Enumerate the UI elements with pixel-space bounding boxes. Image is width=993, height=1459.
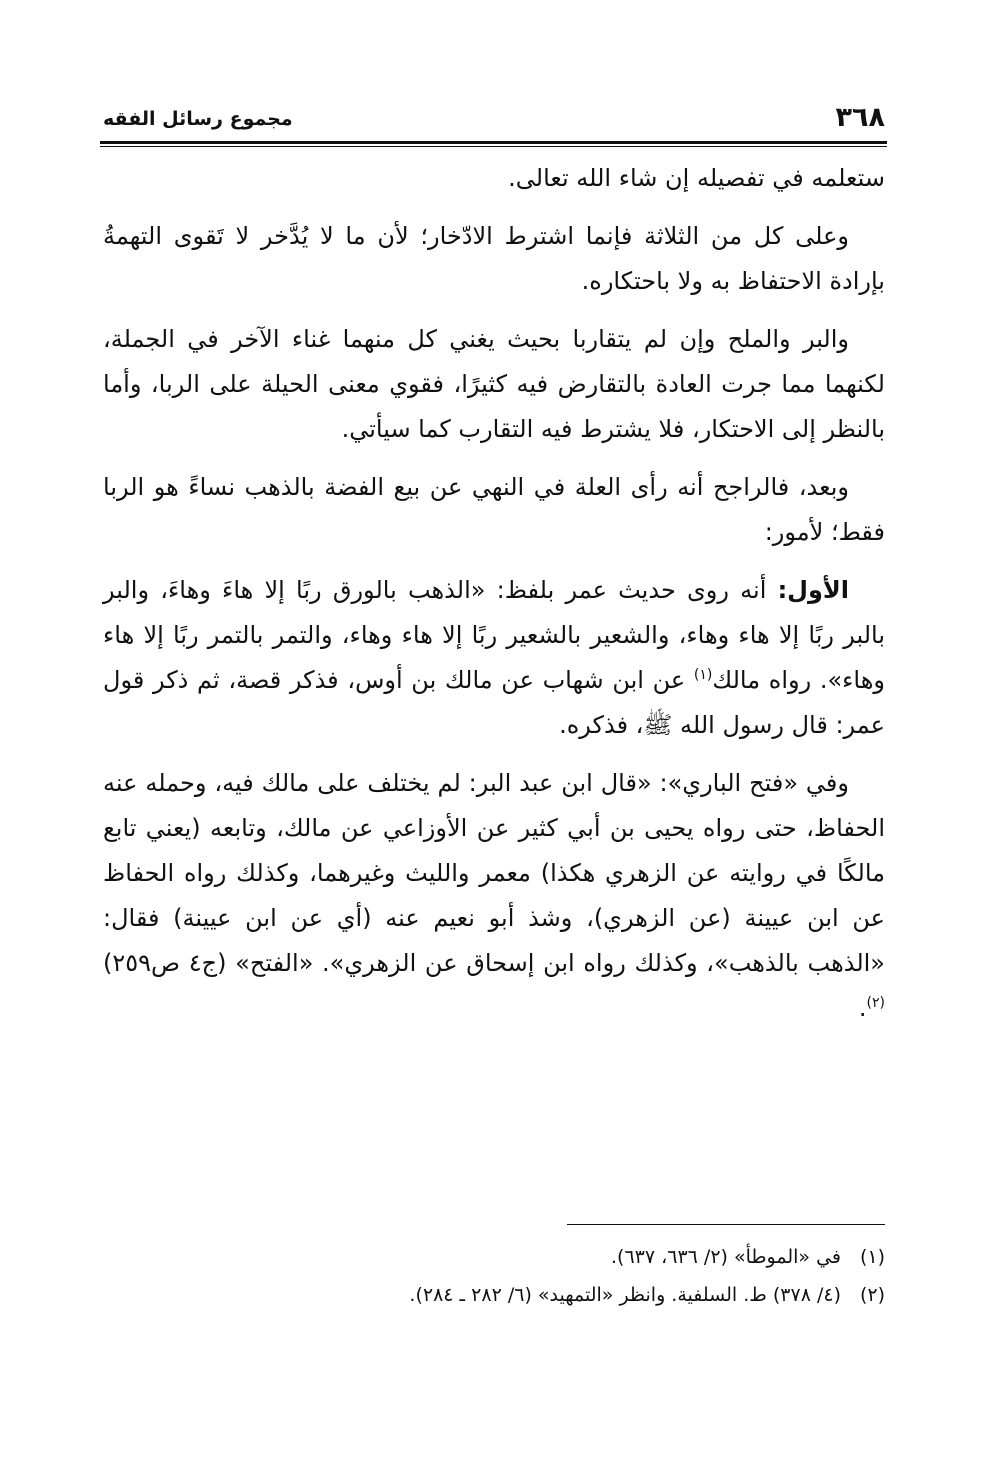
footnote-rule <box>567 1224 885 1225</box>
footnote-2-text: (٤/ ٣٧٨) ط. السلفية. وانظر «التمهيد» (٦/ ٢٨٢ ـ ٢٨٤). <box>409 1284 841 1306</box>
page-number: ٣٦٨ <box>835 102 885 133</box>
paragraph-1: ستعلمه في تفصيله إن شاء الله تعالى. <box>508 164 885 192</box>
paragraph-5-lead: الأول: <box>777 576 849 604</box>
footnote-2 <box>103 1276 885 1314</box>
paragraph-5-text-end: عن ابن شهاب عن مالك بن أوس، فذكر قصة، ثم ذكر قول عمر: قال رسول الله ﷺ، فذكره. <box>103 666 885 739</box>
footnote-ref-2: (٢) <box>866 995 885 1011</box>
footnote-1 <box>103 1238 885 1276</box>
footnotes <box>103 1238 885 1314</box>
body-text <box>103 156 885 1044</box>
running-title: مجموع رسائل الفقه <box>103 108 293 130</box>
page-header <box>103 100 885 136</box>
header-rule <box>100 141 887 147</box>
paragraph-5-text: أنه روى حديث عمر بلفظ: «الذهب بالورق ربًا إلا هاءَ وهاءَ، والبر بالبر ربًا إلا هاء وهاء، والشعير بالشعير ربًا إلا هاء وهاء، والتمر بالتمر ربًا إلا هاء وهاء». رواه مالك <box>103 576 885 694</box>
footnote-ref-1: (١) <box>693 667 713 683</box>
paragraph-6-text: وفي «فتح الباري»: «قال ابن عبد البر: لم يختلف على مالك فيه، وحمله عنه الحفاظ، حتى رواه يحيى بن أبي كثير عن الأوزاعي عن مالك، وتابعه (يعني تابع مالكًا في روايته عن الزهري هكذا) معمر والليث وغيرهما، وكذلك رواه الحفاظ عن ابن عيينة (عن الزهري)، وشذ أبو نعيم عنه (أي عن ابن عيينة) فقال: «الذهب بالذهب»، وكذلك رواه ابن إسحاق عن الزهري». «الفتح» (ج٤ ص٢٥٩) <box>103 769 885 977</box>
paragraph-6 <box>103 761 885 1031</box>
paragraph-4: وبعد، فالراجح أنه رأى العلة في النهي عن بيع الفضة بالذهب نساءً هو الربا فقط؛ لأمور: <box>103 473 885 546</box>
footnote-1-number: (١) <box>859 1246 885 1268</box>
paragraph-5 <box>103 568 885 748</box>
footnote-1-text: في «الموطأ» (٢/ ٦٣٦، ٦٣٧). <box>611 1246 841 1268</box>
paragraph-6-end: . <box>858 994 867 1022</box>
paragraph-3: والبر والملح وإن لم يتقاربا بحيث يغني كل منهما غناء الآخر في الجملة، لكنهما مما جرت العادة بالتقارض فيه كثيرًا، فقوي معنى الحيلة على الربا، وأما بالنظر إلى الاحتكار، فلا يشترط فيه التقارب كما سيأتي. <box>103 325 885 443</box>
footnote-2-number: (٢) <box>859 1284 885 1306</box>
paragraph-2: وعلى كل من الثلاثة فإنما اشترط الادّخار؛ لأن ما لا يُدَّخر لا تَقوى التهمةُ بإرادة الاحتفاظ به ولا باحتكاره. <box>103 222 885 295</box>
